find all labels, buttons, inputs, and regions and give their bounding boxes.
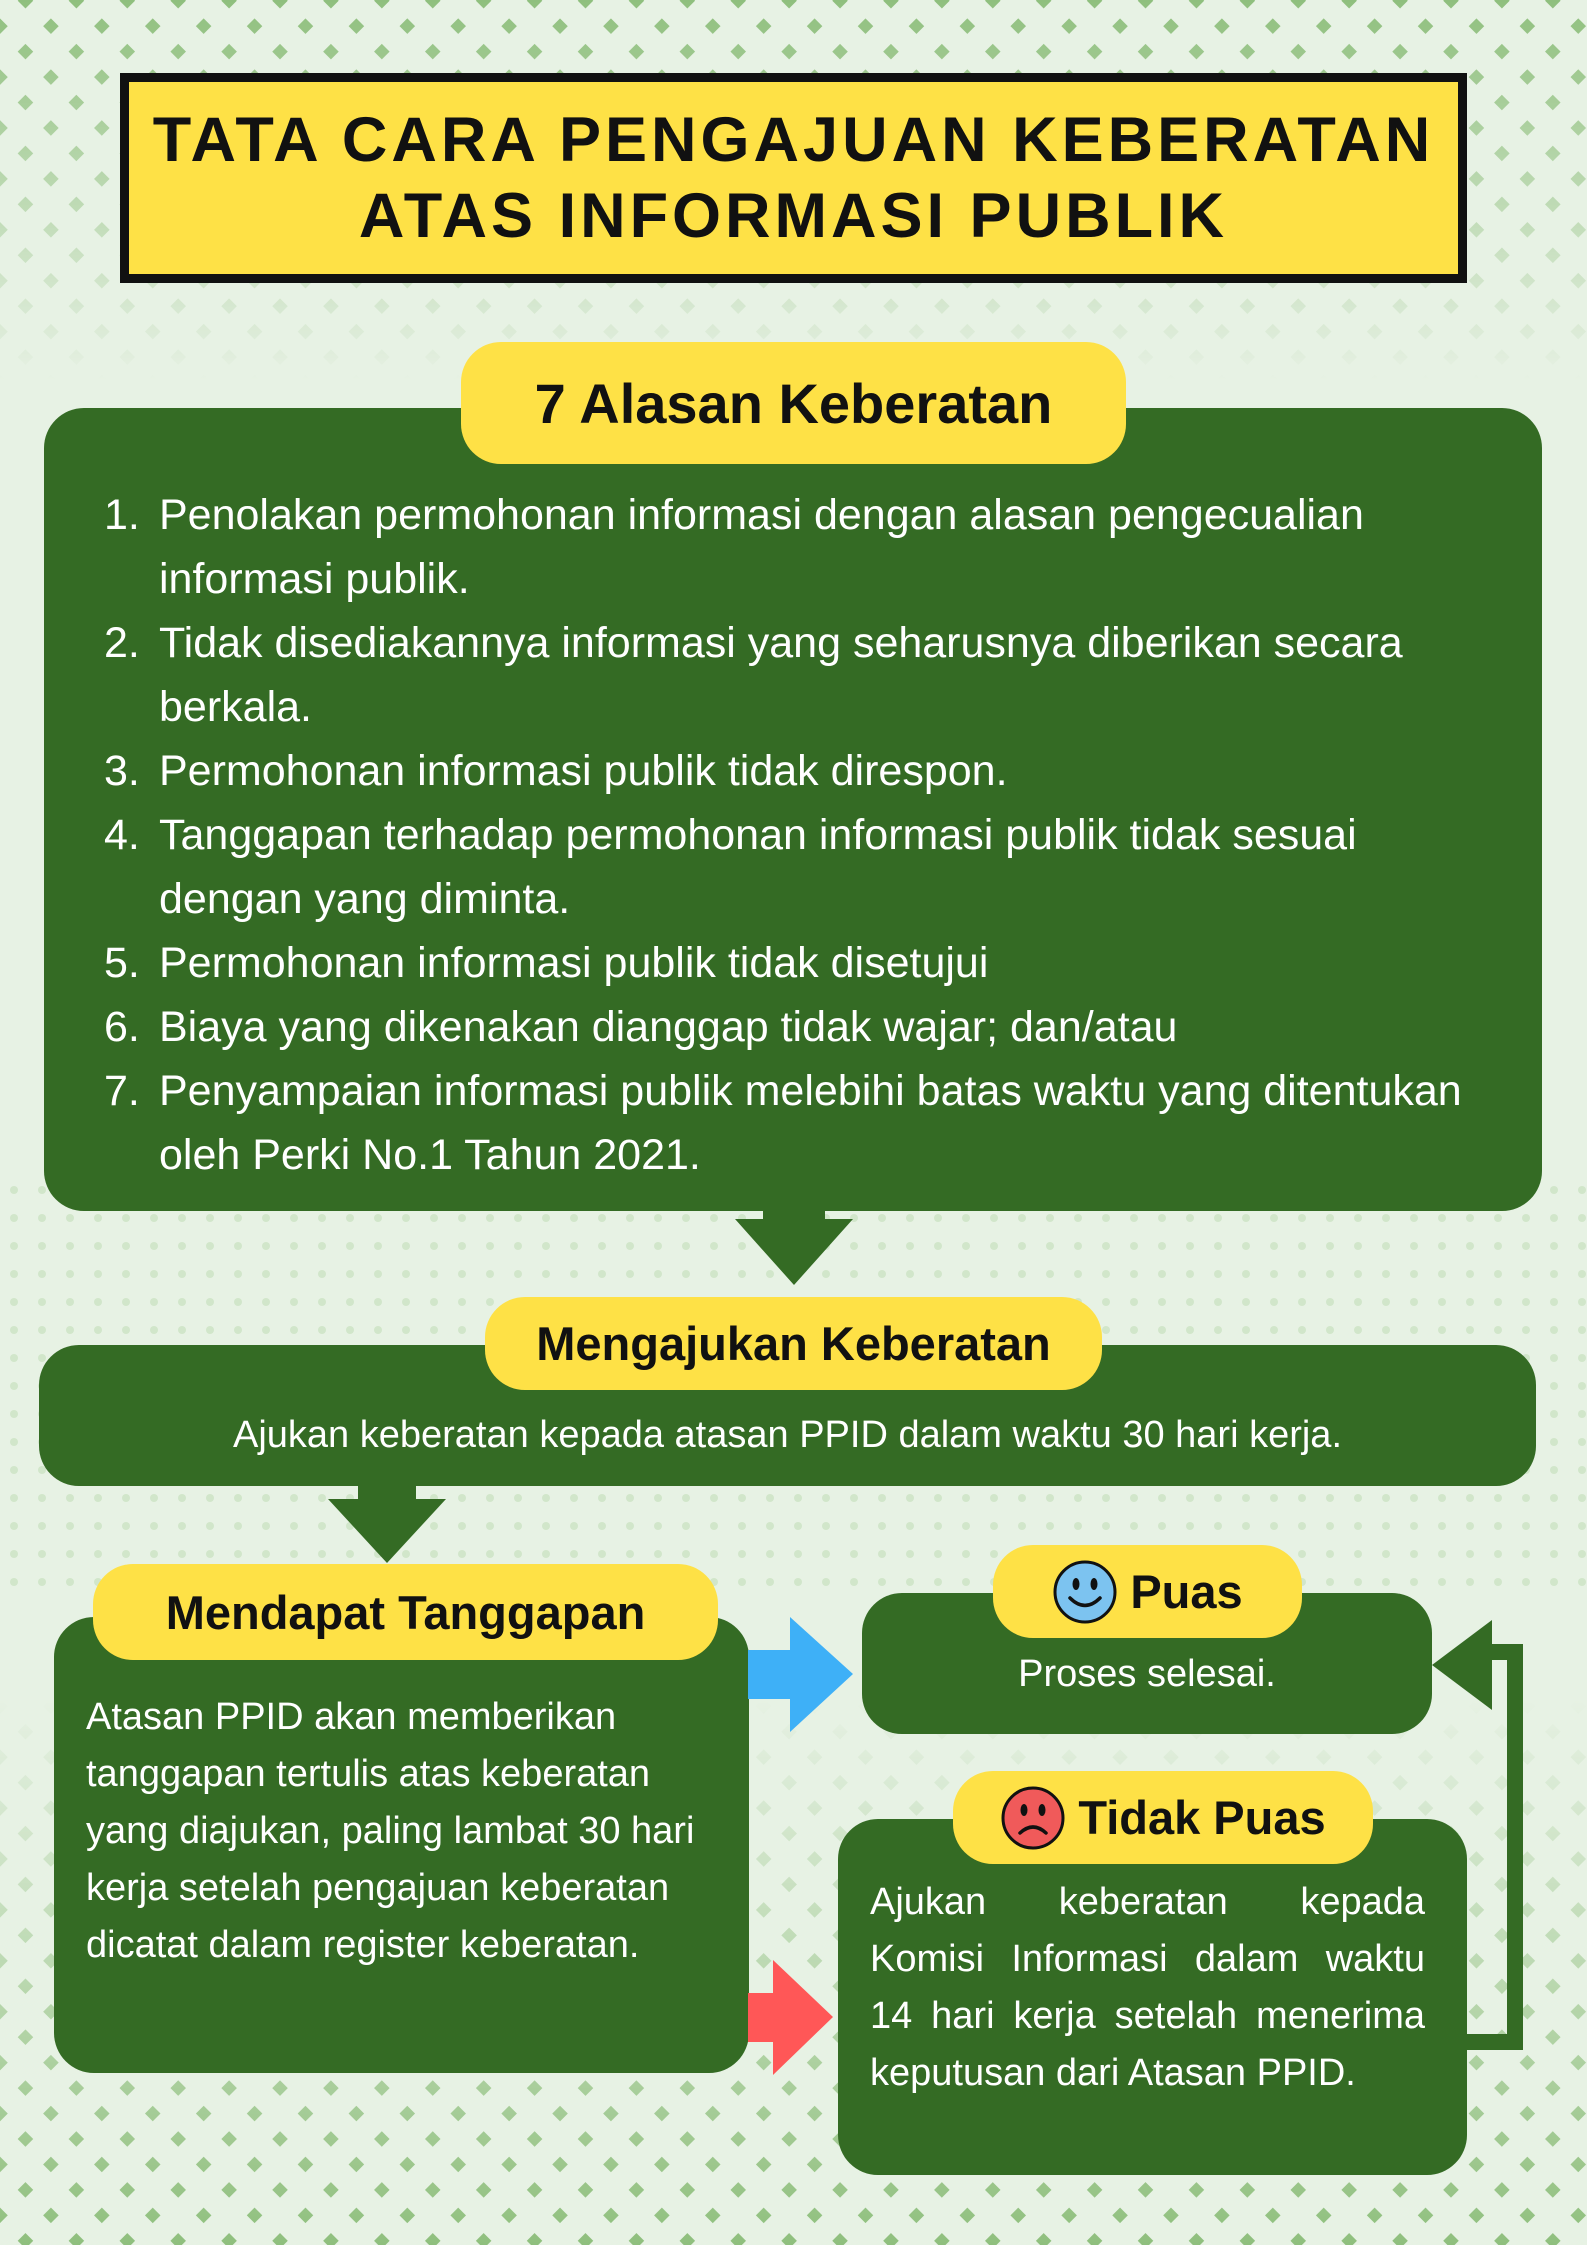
title-line-2: ATAS INFORMASI PUBLIK	[358, 181, 1229, 251]
reasons-panel	[44, 408, 1542, 1211]
unsatisfied-heading	[953, 1771, 1373, 1864]
title-line-1: TATA CARA PENGAJUAN KEBERATAN	[152, 105, 1435, 175]
satisfied-heading	[993, 1545, 1302, 1638]
submit-text: Ajukan keberatan kepada atasan PPID dalam waktu 30 hari kerja.	[233, 1414, 1342, 1456]
sad-face-icon	[1000, 1785, 1066, 1851]
response-text: Atasan PPID akan memberikan tanggapan tertulis atas keberatan yang diajukan, paling lambat 30 hari kerja setelah pengajuan keberatan dicatat dalam register keberatan.	[86, 1696, 695, 1966]
reason-item: 1. Penolakan permohonan informasi dengan alasan pengecualian informasi publik.	[104, 491, 1364, 603]
response-heading: Mendapat Tanggapan	[93, 1564, 718, 1660]
submit-heading: Mengajukan Keberatan	[485, 1297, 1102, 1390]
reason-item: 6. Biaya yang dikenakan dianggap tidak wajar; dan/atau	[104, 1003, 1178, 1051]
arrow-down-icon	[735, 1205, 853, 1285]
reason-item: 3. Permohonan informasi publik tidak direspon.	[104, 747, 1008, 795]
arrow-down-icon	[328, 1485, 446, 1563]
reason-item: 2. Tidak disediakannya informasi yang seharusnya diberikan secara berkala.	[104, 619, 1403, 731]
reasons-list	[44, 483, 1482, 1187]
response-panel	[54, 1617, 749, 2073]
return-arrow-icon	[1430, 1620, 1530, 2050]
reasons-heading: 7 Alasan Keberatan	[461, 342, 1126, 464]
arrow-right-icon	[748, 1960, 833, 2075]
arrow-right-icon	[748, 1617, 853, 1732]
unsatisfied-text: Ajukan keberatan kepada Komisi Informasi dalam waktu 14 hari kerja setelah menerima keputusan dari Atasan PPID.	[870, 1881, 1425, 2094]
satisfied-heading-label: Puas	[1130, 1565, 1243, 1618]
title-banner	[120, 73, 1467, 283]
reason-item: 5. Permohonan informasi publik tidak disetujui	[104, 939, 989, 987]
unsatisfied-panel	[838, 1819, 1467, 2175]
smiley-face-icon	[1052, 1559, 1118, 1625]
unsatisfied-heading-label: Tidak Puas	[1078, 1791, 1326, 1844]
reason-item: 4. Tanggapan terhadap permohonan informasi publik tidak sesuai dengan yang diminta.	[104, 811, 1357, 923]
satisfied-text: Proses selesai.	[1018, 1653, 1276, 1695]
reason-item: 7. Penyampaian informasi publik melebihi batas waktu yang ditentukan oleh Perki No.1 Tahun 2021.	[104, 1067, 1462, 1179]
